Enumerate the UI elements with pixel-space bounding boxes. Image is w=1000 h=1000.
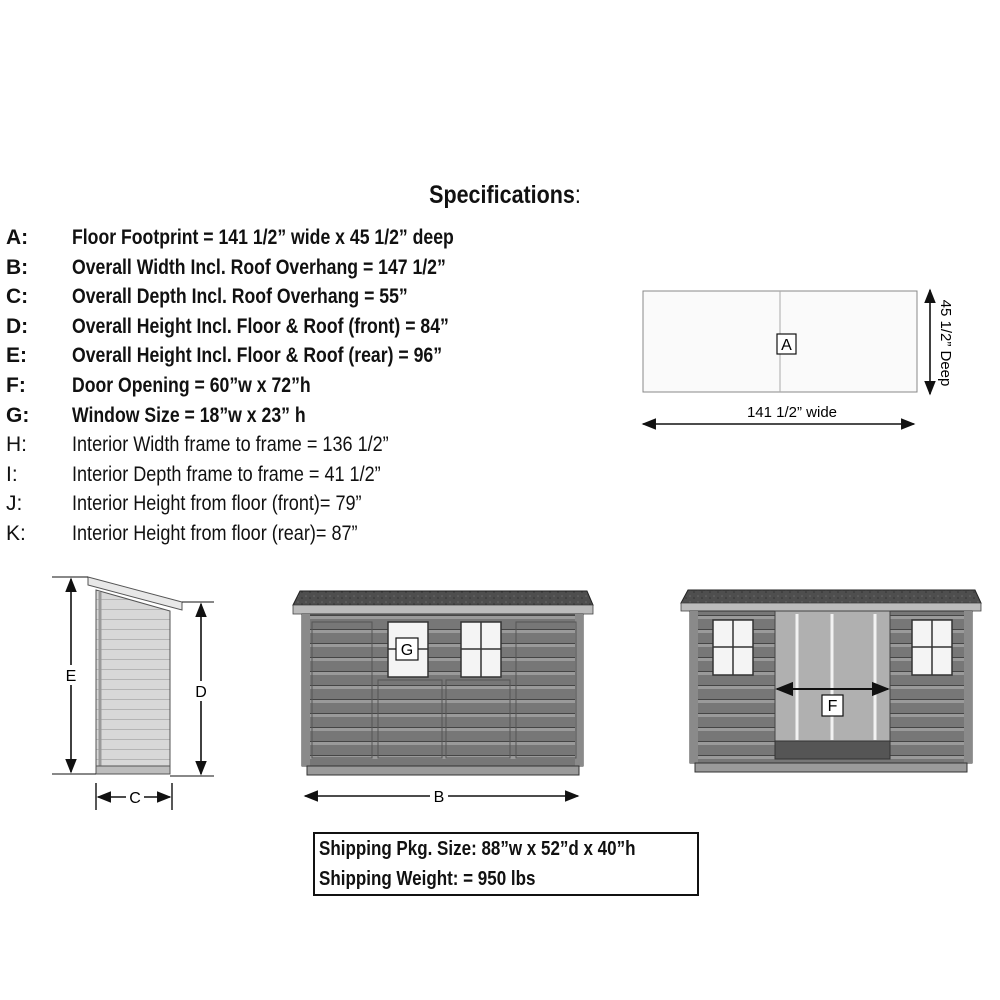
side-view <box>52 577 214 810</box>
spec-key: G: <box>6 403 30 427</box>
spec-value: Interior Depth frame to frame = 41 1/2” <box>72 462 381 486</box>
shipping-weight: Shipping Weight: = 950 lbs <box>319 868 536 890</box>
back-corner-left <box>302 614 310 766</box>
front-floor <box>695 763 967 772</box>
spec-value: Door Opening = 60”w x 72”h <box>72 374 311 397</box>
spec-value: Interior Width frame to frame = 136 1/2” <box>72 433 389 457</box>
spec-key: E: <box>6 344 27 368</box>
back-fascia <box>293 605 593 614</box>
shipping-info-box <box>313 832 699 896</box>
footprint-width-label: 141 1/2” wide <box>746 404 838 421</box>
spec-key: H: <box>6 433 27 457</box>
side-wall <box>96 590 170 770</box>
spec-key: B: <box>6 255 29 279</box>
front-roof <box>681 590 981 603</box>
spec-value: Overall Width Incl. Roof Overhang = 147 1/2” <box>72 255 446 279</box>
footprint-depth-label: 45 1/2” Deep <box>937 299 954 387</box>
side-depth-label: C <box>129 790 141 807</box>
front-fascia <box>681 603 981 611</box>
spec-key: I: <box>6 462 18 486</box>
front-corner-left <box>690 611 698 763</box>
front-corner-right <box>964 611 972 763</box>
side-rear-height-label: E <box>65 668 77 685</box>
spec-key: C: <box>6 285 29 309</box>
back-floor <box>307 766 579 775</box>
back-window-label: G <box>400 642 414 659</box>
spec-value: Interior Height from floor (front)= 79” <box>72 492 362 516</box>
spec-key: J: <box>6 492 23 516</box>
spec-value: Window Size = 18”w x 23” h <box>72 403 306 427</box>
title-colon: : <box>574 181 581 209</box>
back-roof <box>293 591 593 605</box>
spec-key: F: <box>6 374 26 397</box>
spec-key: A: <box>6 226 29 249</box>
spec-value: Overall Height Incl. Floor & Roof (front) = 84” <box>72 314 449 338</box>
spec-key: K: <box>6 522 26 545</box>
spec-key: D: <box>6 314 29 338</box>
front-door-label: F <box>827 698 838 715</box>
front-door-threshold <box>775 741 890 759</box>
footprint-diagram <box>643 290 954 424</box>
side-front-height-label: D <box>195 684 207 701</box>
footprint-label: A <box>781 337 792 354</box>
back-width-label: B <box>433 789 445 806</box>
title-text: Specifications <box>429 181 575 209</box>
shipping-size: Shipping Pkg. Size: 88”w x 52”d x 40”h <box>319 838 636 860</box>
spec-value: Overall Height Incl. Floor & Roof (rear) = 96” <box>72 344 443 368</box>
spec-value: Overall Depth Incl. Roof Overhang = 55” <box>72 285 408 309</box>
spec-value: Floor Footprint = 141 1/2” wide x 45 1/2” deep <box>72 226 454 249</box>
spec-value: Interior Height from floor (rear)= 87” <box>72 522 358 545</box>
side-floor <box>96 766 170 774</box>
front-view <box>681 590 981 772</box>
back-view <box>293 591 593 806</box>
